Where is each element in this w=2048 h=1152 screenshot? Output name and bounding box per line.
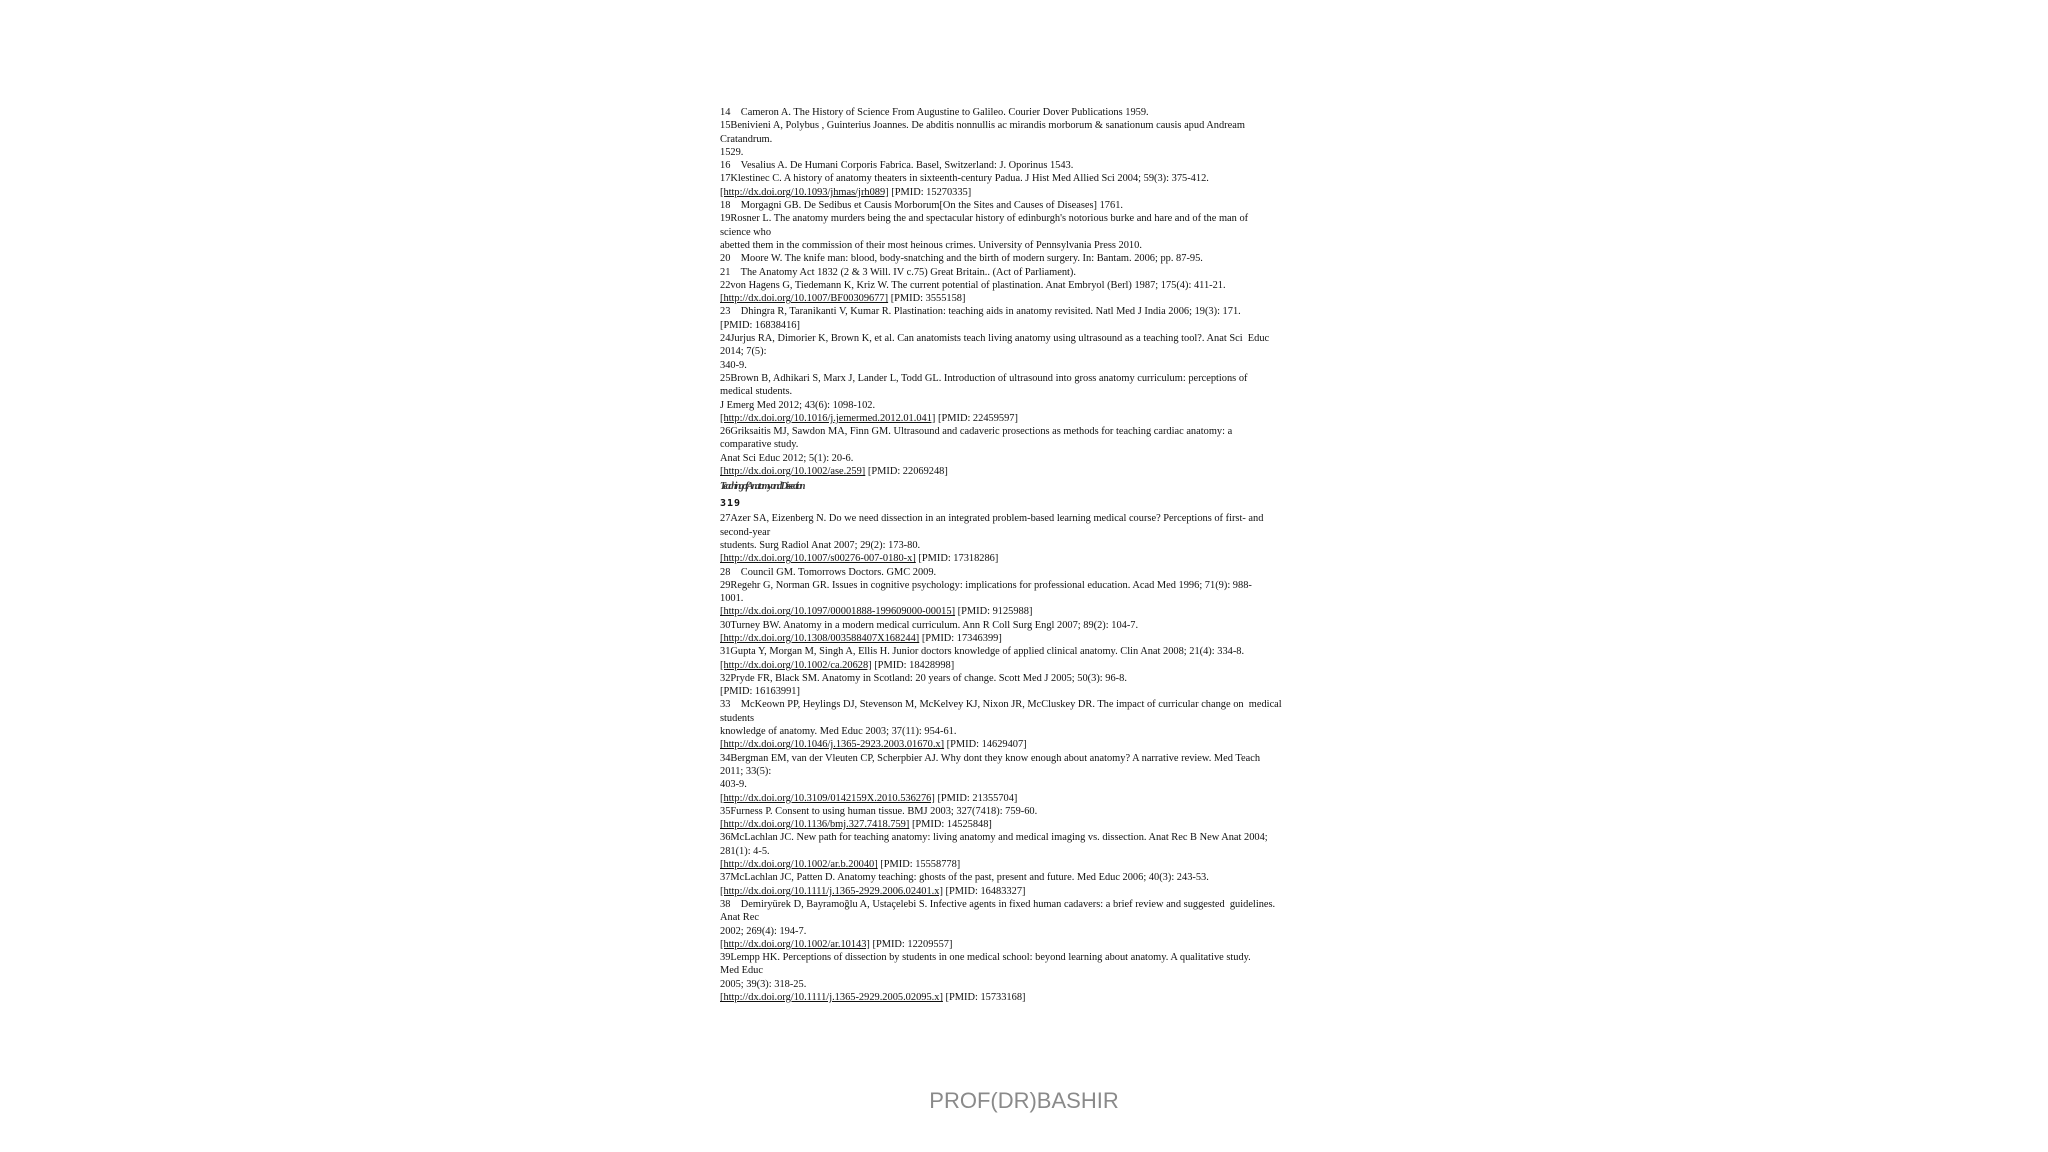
reference-line: [720, 752, 1360, 765]
reference-text: 39Lempp HK. Perceptions of dissection by students in one medical school: beyond learning about anatomy. A qualitative study.: [720, 952, 1251, 964]
reference-text: 281(1): 4-5.: [720, 845, 770, 857]
reference-text: students. Surg Radiol Anat 2007; 29(2): 173-80.: [720, 539, 921, 551]
reference-line: [720, 552, 1360, 565]
reference-text: 33 McKeown PP, Heylings DJ, Stevenson M, McKelvey KJ, Nixon JR, McCluskey DR. The impact of curricular change on medical: [720, 699, 1282, 711]
reference-line: [720, 106, 1360, 119]
reference-line: [720, 898, 1360, 911]
reference-line: [720, 212, 1360, 225]
reference-text: [PMID: 21355704]: [934, 792, 1018, 804]
reference-line: [720, 792, 1360, 805]
reference-text: [PMID: 9125988]: [955, 606, 1033, 618]
reference-text: 28 Council GM. Tomorrows Doctors. GMC 2009.: [720, 566, 937, 578]
reference-text: 30Turney BW. Anatomy in a modern medical curriculum. Ann R Coll Surg Engl 2007; 89(2): 104-7.: [720, 619, 1139, 631]
reference-text: comparative study.: [720, 439, 799, 451]
reference-line: [720, 226, 1360, 239]
reference-text: 17Klestinec C. A history of anatomy theaters in sixteenth-century Padua. J Hist Med Allied Sci 2004; 59(3): 375-412.: [720, 173, 1209, 185]
reference-line: [720, 659, 1360, 672]
doi-link[interactable]: [http://dx.doi.org/10.1046/j.1365-2923.2003.01670.x]: [720, 739, 945, 751]
reference-text: Anat Sci Educ 2012; 5(1): 20-6.: [720, 452, 854, 464]
doi-link[interactable]: [http://dx.doi.org/10.1007/s00276-007-0180-x]: [720, 553, 916, 565]
reference-text: 21 The Anatomy Act 1832 (2 & 3 Will. IV c.75) Great Britain.. (Act of Parliament).: [720, 266, 1076, 278]
reference-text: 25Brown B, Adhikari S, Marx J, Lander L, Todd GL. Introduction of ultrasound into gross anatomy curriculum: perceptions of: [720, 372, 1248, 384]
reference-line: [720, 845, 1360, 858]
reference-line: [720, 672, 1360, 685]
reference-line: [720, 725, 1360, 738]
reference-text: 26Griksaitis MJ, Sawdon MA, Finn GM. Ultrasound and cadaveric prosections as methods for teaching cardiac anatomy: a: [720, 426, 1233, 438]
reference-line: [720, 372, 1360, 385]
reference-line: [720, 778, 1360, 791]
page-number: 319: [720, 498, 742, 510]
reference-text: 18 Morgagni GB. De Sedibus et Causis Morborum[On the Sites and Causes of Diseases] 1761.: [720, 200, 1123, 212]
reference-text: 32Pryde FR, Black SM. Anatomy in Scotland: 20 years of change. Scott Med J 2005; 50(3): 96-8.: [720, 672, 1127, 684]
reference-line: [720, 765, 1360, 778]
reference-text: 22von Hagens G, Tiedemann K, Kriz W. The current potential of plastination. Anat Embryol (Berl) 1987; 175(4): 411-21.: [720, 279, 1226, 291]
reference-text: Med Educ: [720, 965, 763, 977]
reference-text: 2011; 33(5):: [720, 765, 772, 777]
reference-line: [720, 452, 1360, 465]
reference-line: [720, 951, 1360, 964]
doi-link[interactable]: [http://dx.doi.org/10.1093/jhmas/jrh089]: [720, 186, 889, 198]
reference-text: [PMID: 15270335]: [888, 186, 972, 198]
reference-line: [720, 319, 1360, 332]
reference-text: 35Furness P. Consent to using human tissue. BMJ 2003; 327(7418): 759-60.: [720, 805, 1038, 817]
reference-text: 34Bergman EM, van der Vleuten CP, Scherpbier AJ. Why dont they know enough about anatomy? A narrative review. Med Teach: [720, 752, 1261, 764]
reference-line: [720, 266, 1360, 279]
doi-link[interactable]: [http://dx.doi.org/10.1111/j.1365-2929.2005.02095.x]: [720, 992, 943, 1003]
reference-line: [720, 539, 1360, 552]
reference-line: [720, 712, 1360, 725]
reference-line: [720, 805, 1360, 818]
reference-text: second-year: [720, 526, 771, 538]
reference-line: [720, 964, 1360, 977]
reference-text: science who: [720, 226, 772, 238]
doi-link[interactable]: [http://dx.doi.org/10.3109/0142159X.2010.536276]: [720, 792, 935, 804]
reference-line: [720, 738, 1360, 751]
reference-line: [720, 911, 1360, 924]
reference-text: [PMID: 16163991]: [720, 686, 800, 698]
reference-line: [720, 579, 1360, 592]
reference-text: 36McLachlan JC. New path for teaching anatomy: living anatomy and medical imaging vs. dissection. Anat Rec B New Anat 2004;: [720, 832, 1268, 844]
doi-link[interactable]: [http://dx.doi.org/10.1016/j.jemermed.2012.01.041]: [720, 412, 936, 424]
reference-line: [720, 345, 1360, 358]
doi-link[interactable]: [http://dx.doi.org/10.1002/ar.b.20040]: [720, 859, 878, 871]
reference-text: 1529.: [720, 146, 744, 158]
reference-text: 23 Dhingra R, Taranikanti V, Kumar R. Plastination: teaching aids in anatomy revisited. Natl Med J India 2006; 19(3): 171.: [720, 306, 1241, 318]
reference-line: [720, 146, 1360, 159]
reference-text: [PMID: 17346399]: [919, 632, 1002, 644]
reference-line: [720, 359, 1360, 372]
reference-text: 2002; 269(4): 194-7.: [720, 925, 807, 937]
reference-line: [720, 279, 1360, 292]
reference-line: [720, 885, 1360, 898]
footer-author: PROF(DR)BASHIR: [929, 1088, 1119, 1113]
reference-line: [720, 425, 1360, 438]
reference-line: [720, 831, 1360, 844]
reference-list-part-1: [720, 106, 1360, 478]
reference-line: [720, 186, 1360, 199]
reference-line: [720, 239, 1360, 252]
reference-text: 2005; 39(3): 318-25.: [720, 978, 807, 990]
reference-text: students: [720, 712, 755, 724]
reference-text: 16 Vesalius A. De Humani Corporis Fabrica. Basel, Switzerland: J. Oporinus 1543.: [720, 160, 1074, 172]
reference-text: [PMID: 17318286]: [915, 553, 999, 565]
reference-line: [720, 938, 1360, 951]
reference-text: 15Benivieni A, Polybus , Guinterius Joannes. De abditis nonnullis ac mirandis morborum & sanationum causis apud Andream: [720, 120, 1245, 132]
reference-list: [720, 106, 1360, 1004]
reference-text: 14 Cameron A. The History of Science From Augustine to Galileo. Courier Dover Publications 1959.: [720, 107, 1149, 118]
doi-link[interactable]: [http://dx.doi.org/10.1002/ar.10143]: [720, 938, 870, 950]
reference-line: [720, 133, 1360, 146]
doi-link[interactable]: [http://dx.doi.org/10.1308/003588407X168244]: [720, 632, 920, 644]
doi-link[interactable]: [http://dx.doi.org/10.1002/ca.20628]: [720, 659, 872, 671]
reference-text: 31Gupta Y, Morgan M, Singh A, Ellis H. Junior doctors knowledge of applied clinical anatomy. Clin Anat 2008; 21(4): 334-8.: [720, 646, 1245, 658]
reference-text: [PMID: 3555158]: [888, 293, 966, 305]
doi-link[interactable]: [http://dx.doi.org/10.1111/j.1365-2929.2006.02401.x]: [720, 885, 943, 897]
reference-line: [720, 698, 1360, 711]
doi-link[interactable]: [http://dx.doi.org/10.1007/BF00309677]: [720, 293, 889, 305]
reference-text: 29Regehr G, Norman GR. Issues in cognitive psychology: implications for professional education. Acad Med 1996; 71(9): 988-: [720, 579, 1252, 591]
reference-list-part-2: [720, 512, 1360, 1004]
reference-text: [PMID: 15558778]: [877, 859, 961, 871]
doi-link[interactable]: [http://dx.doi.org/10.1097/00001888-199609000-00015]: [720, 606, 956, 618]
reference-text: 19Rosner L. The anatomy murders being the and spectacular history of edinburgh's notorious burke and hare and of the man of: [720, 213, 1249, 225]
reference-text: abetted them in the commission of their most heinous crimes. University of Pennsylvania Press 2010.: [720, 239, 1142, 251]
reference-line: [720, 566, 1360, 579]
reference-line: [720, 605, 1360, 618]
reference-line: [720, 858, 1360, 871]
reference-line: [720, 332, 1360, 345]
reference-text: 2014; 7(5):: [720, 346, 767, 358]
reference-line: [720, 512, 1360, 525]
reference-text: [PMID: 15733168]: [942, 992, 1026, 1003]
reference-line: [720, 619, 1360, 632]
reference-text: Cratandrum.: [720, 133, 773, 145]
reference-line: [720, 399, 1360, 412]
reference-text: 24Jurjus RA, Dimorier K, Brown K, et al. Can anatomists teach living anatomy using ultrasound as a teaching tool?. Anat Sci Educ: [720, 333, 1270, 345]
reference-text: medical students.: [720, 386, 793, 398]
reference-text: 403-9.: [720, 779, 747, 791]
reference-line: [720, 292, 1360, 305]
reference-text: 37McLachlan JC, Patten D. Anatomy teaching: ghosts of the past, present and future. Med Educ 2006; 40(3): 243-53.: [720, 872, 1209, 884]
reference-text: [PMID: 14525848]: [909, 819, 992, 831]
reference-text: 1001.: [720, 593, 744, 605]
reference-text: 340-9.: [720, 359, 747, 371]
doi-link[interactable]: [http://dx.doi.org/10.1002/ase.259]: [720, 466, 866, 478]
reference-text: knowledge of anatomy. Med Educ 2003; 37(11): 954-61.: [720, 726, 957, 738]
reference-line: [720, 925, 1360, 938]
reference-line: [720, 465, 1360, 478]
reference-text: [PMID: 12209557]: [869, 938, 953, 950]
reference-line: [720, 172, 1360, 185]
reference-line: [720, 199, 1360, 212]
reference-line: [720, 818, 1360, 831]
reference-text: [PMID: 22069248]: [865, 466, 948, 478]
reference-line: [720, 438, 1360, 451]
reference-text: 27Azer SA, Eizenberg N. Do we need dissection in an integrated problem-based learning medical course? Perceptions of first- and: [720, 513, 1264, 525]
reference-line: [720, 978, 1360, 991]
reference-text: J Emerg Med 2012; 43(6): 1098-102.: [720, 399, 876, 411]
reference-line: [720, 592, 1360, 605]
reference-text: [PMID: 18428998]: [871, 659, 955, 671]
reference-text: Anat Rec: [720, 912, 759, 924]
reference-line: [720, 632, 1360, 645]
reference-line: [720, 159, 1360, 172]
reference-text: 38 Demiryürek D, Bayramoğlu A, Ustaçelebi S. Infective agents in fixed human cadavers: a brief review and suggested guidelines.: [720, 898, 1276, 910]
doi-link[interactable]: [http://dx.doi.org/10.1136/bmj.327.7418.759]: [720, 819, 910, 831]
reference-line: [720, 252, 1360, 265]
reference-line: [720, 119, 1360, 132]
reference-text: [PMID: 14629407]: [944, 739, 1027, 751]
reference-line: [720, 305, 1360, 318]
reference-text: 20 Moore W. The knife man: blood, body-snatching and the birth of modern surgery. In: Bantam. 2006; pp. 87-95.: [720, 253, 1203, 265]
reference-line: [720, 871, 1360, 884]
reference-line: [720, 412, 1360, 425]
reference-line: [720, 645, 1360, 658]
reference-text: [PMID: 16838416]: [720, 319, 800, 331]
reference-text: [PMID: 22459597]: [935, 412, 1018, 424]
reference-text: [PMID: 16483327]: [942, 885, 1026, 897]
reference-line: [720, 991, 1360, 1004]
reference-line: [720, 685, 1360, 698]
reference-line: [720, 385, 1360, 398]
reference-line: [720, 526, 1360, 539]
running-header-garbled: Teaching of Anatomy and Dissection: [720, 481, 804, 493]
